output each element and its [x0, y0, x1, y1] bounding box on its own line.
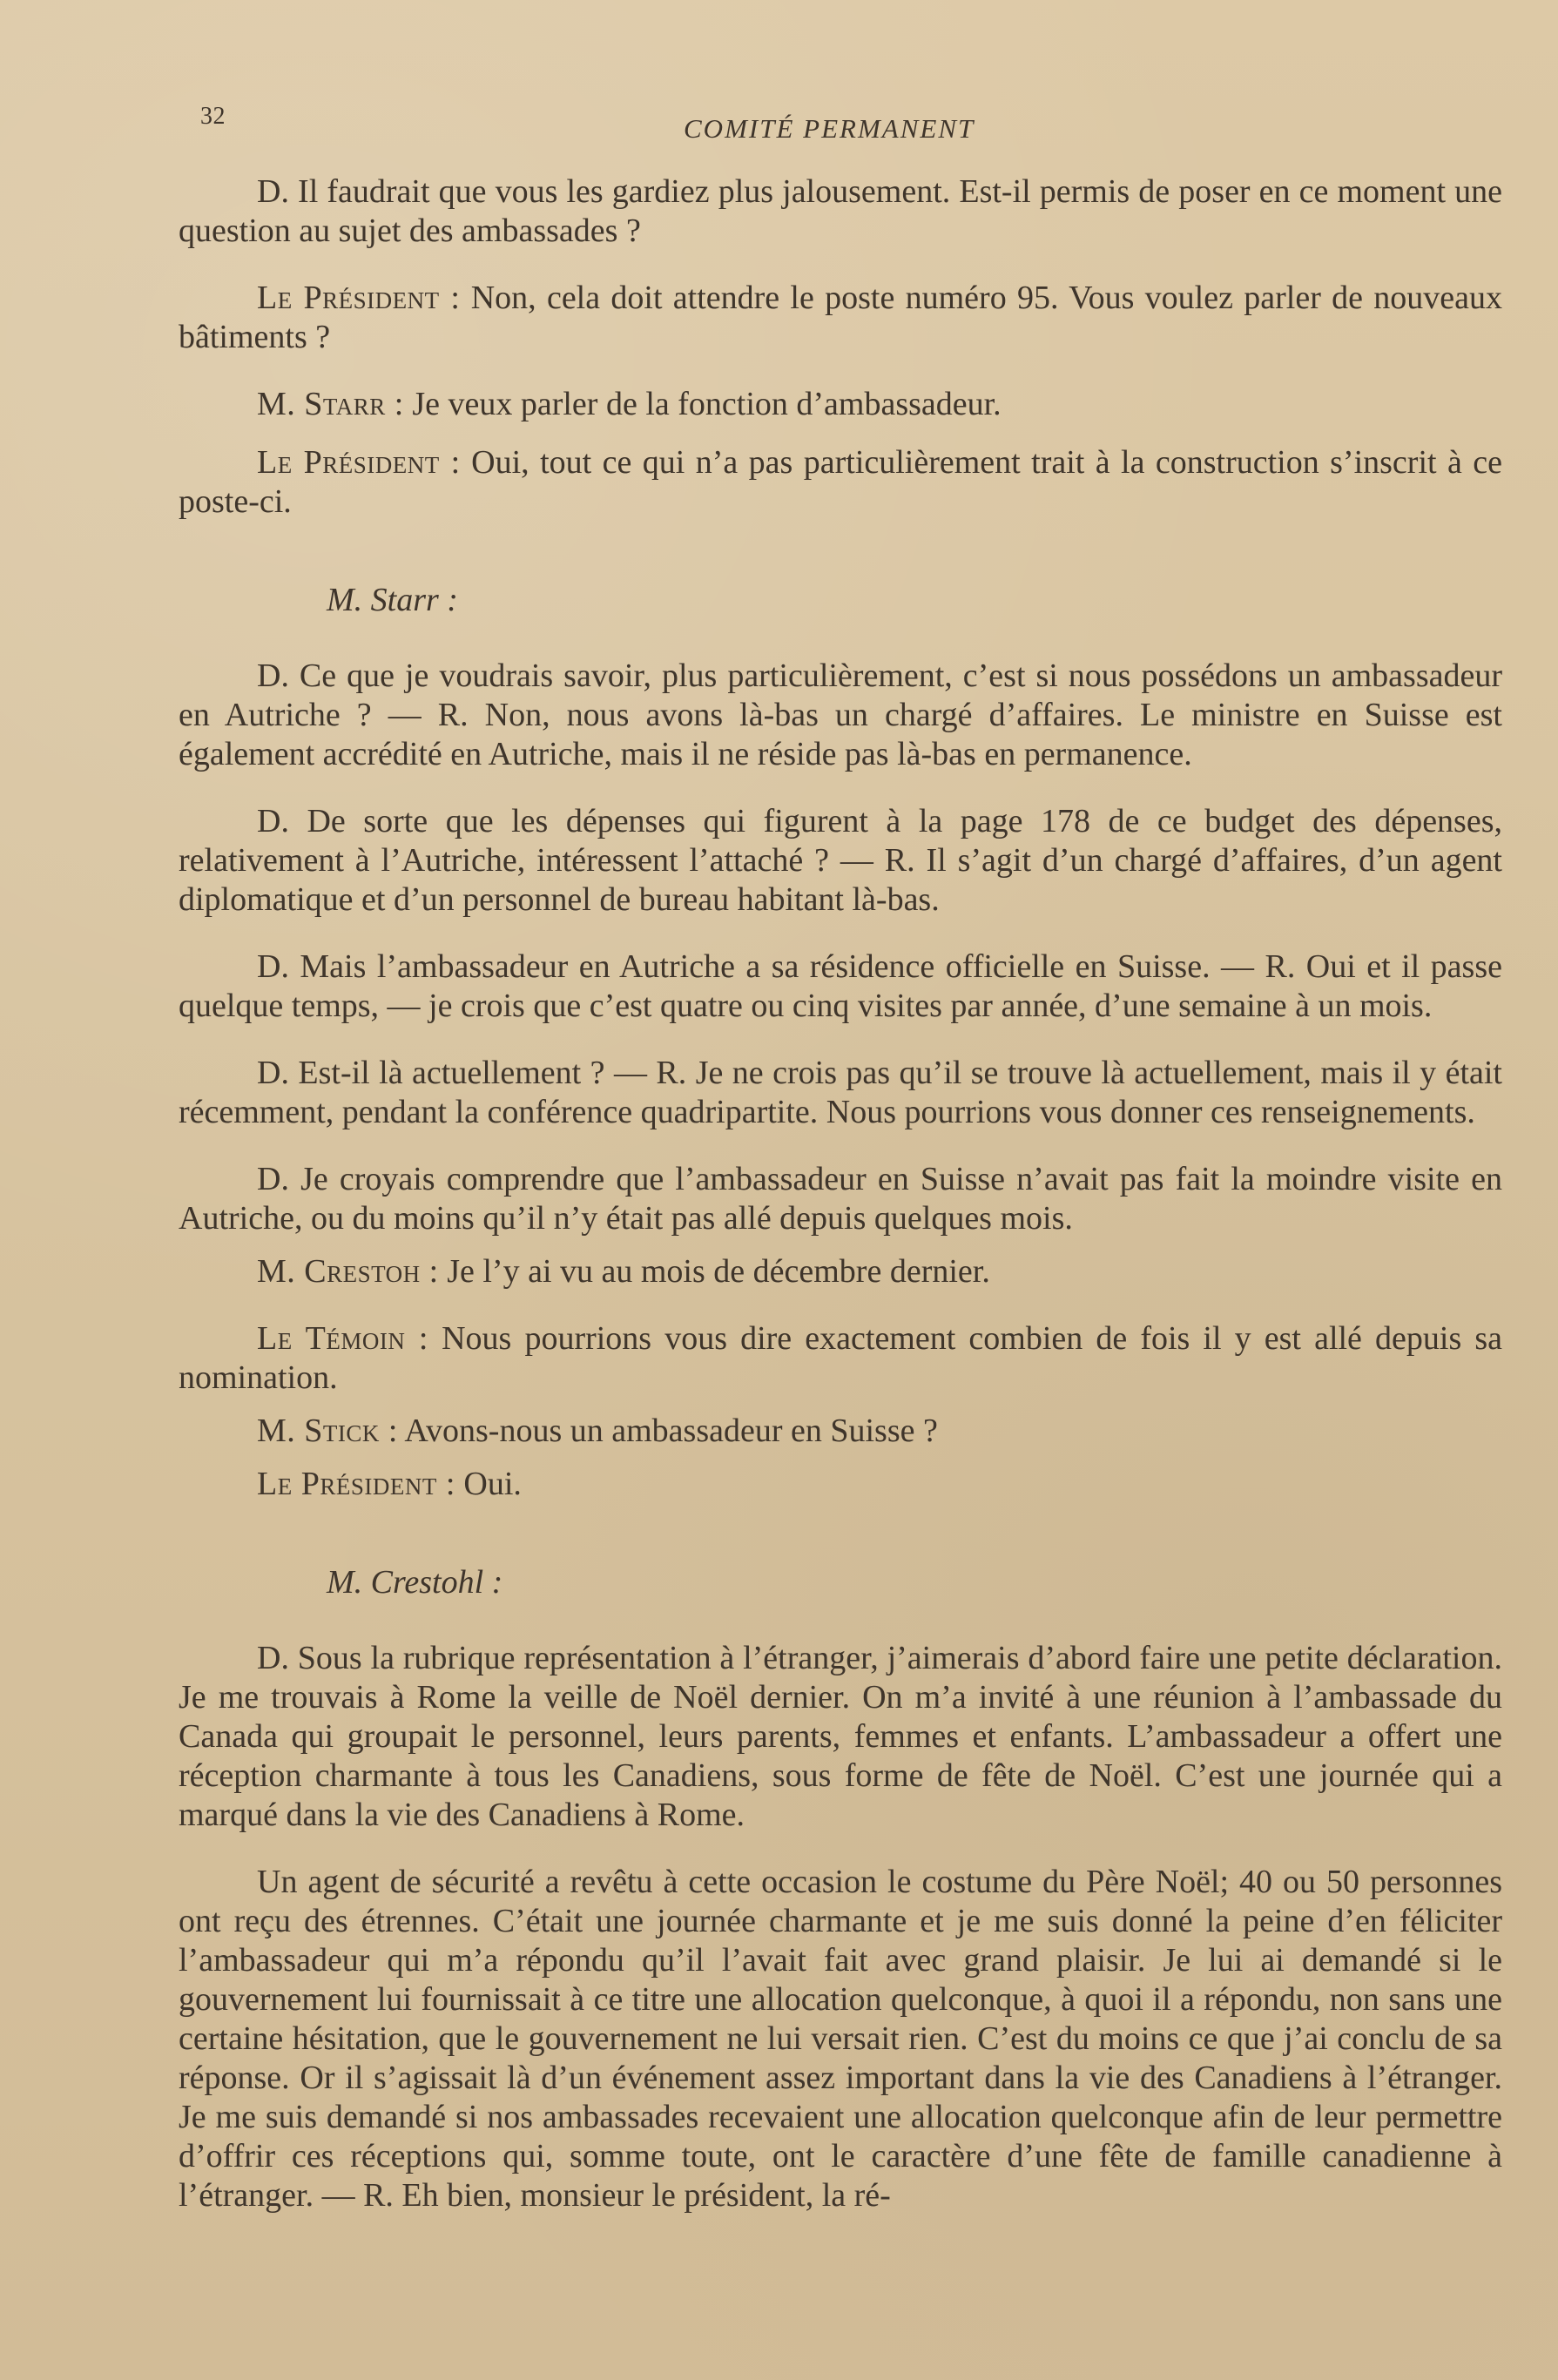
paragraph-13: [257, 1465, 1502, 1504]
spacer-2: [179, 620, 1502, 657]
paragraph-1: D. Il faudrait que vous les gardiez plus jalousement. Est-il permis de poser en ce moment une question au sujet des ambassades ?: [179, 173, 1502, 249]
section-label-crestohl: M. Crestohl :: [327, 1564, 503, 1601]
paragraph-14: D. Sous la rubrique représentation à l’étranger, j’aimerais d’abord faire une petite déclaration. Je me trouvais à Rome la veille de Noël dernier. On m’a invité à une réunion à l’ambassade du Canada qui groupait le personnel, leurs parents, femmes et enfants. L’ambassadeur a offert une réception charmante à tous les Canadiens, sous forme de fête de Noël. C’est une journée qui a marqué dans la vie des Canadiens à Rome.: [179, 1640, 1502, 1833]
paragraph-12: [257, 1412, 1502, 1451]
paragraph-12-text: Avons-nous un ambassadeur en Suisse ?: [397, 1412, 938, 1449]
spacer-1: [179, 522, 1502, 581]
paragraph-5: D. Ce que je voudrais savoir, plus particulièrement, c’est si nous possédons un ambassadeur en Autriche ? — R. Non, nous avons là-bas un chargé d’affaires. Le ministre en Suisse est également accrédité en Autriche, mais il ne réside pas là-bas en permanence.: [179, 657, 1502, 772]
speaker-stick: M. Stick :: [257, 1412, 398, 1449]
speaker-crestoh: M. Crestoh :: [257, 1253, 439, 1290]
paragraph-3-text: Je veux parler de la fonction d’ambassadeur.: [403, 386, 1002, 422]
paragraph-6: D. De sorte que les dépenses qui figurent à la page 178 de ce budget des dépenses, relativement à l’Autriche, intéressent l’attaché ? — R. Il s’agit d’un chargé d’affaires, d’un agent diplomatique et d’un personnel de bureau habitant là-bas.: [179, 803, 1502, 918]
speaker-temoin: Le Témoin :: [257, 1320, 428, 1357]
paragraph-11-text: Nous pourrions vous dire exactement combien de fois il y est allé depuis sa nomination.: [179, 1320, 1502, 1396]
paragraph-8: D. Est-il là actuellement ? — R. Je ne crois pas qu’il se trouve là actuellement, mais il y était récemment, pendant la conférence quadripartite. Nous pourrions vous donner ces renseignements.: [179, 1055, 1502, 1130]
section-label-starr: M. Starr :: [327, 582, 458, 618]
paragraph-4: [179, 443, 1502, 522]
paragraph-2-text: Non, cela doit attendre le poste numéro 95. Vous voulez parler de nouveaux bâtiments ?: [179, 280, 1502, 355]
paragraph-7: D. Mais l’ambassadeur en Autriche a sa résidence officielle en Suisse. — R. Oui et il passe quelque temps, — je crois que c’est quatre ou cinq visites par année, d’une semaine à un mois.: [179, 948, 1502, 1024]
paragraph-4-text: Oui, tout ce qui n’a pas particulièrement trait à la construction s’inscrit à ce poste-ci.: [179, 444, 1503, 520]
speaker-president-3: Le Président :: [257, 1466, 455, 1502]
running-head: COMITÉ PERMANENT: [684, 113, 975, 144]
paragraph-11: [179, 1319, 1502, 1398]
paragraph-10-text: Je l’y ai vu au mois de décembre dernier.: [438, 1253, 990, 1290]
spacer-4: [179, 1602, 1502, 1639]
paragraph-9: D. Je croyais comprendre que l’ambassadeur en Suisse n’avait pas fait la moindre visite en Autriche, ou du moins qu’il n’y était pas allé depuis quelques mois.: [179, 1161, 1502, 1237]
spacer-3: [179, 1504, 1502, 1563]
speaker-president: Le Président :: [257, 280, 461, 316]
speaker-starr: M. Starr :: [257, 386, 404, 422]
page-content: [179, 172, 1502, 2215]
paragraph-13-text: Oui.: [455, 1466, 522, 1502]
paragraph-2: [179, 279, 1502, 357]
speaker-president-2: Le Président :: [257, 444, 461, 481]
paragraph-10: [257, 1252, 1502, 1291]
page-number: 32: [200, 103, 226, 130]
paragraph-3: [179, 385, 1502, 424]
paragraph-15: Un agent de sécurité a revêtu à cette occasion le costume du Père Noël; 40 ou 50 personnes ont reçu des étrennes. C’était une journée charmante et je me suis donné la peine d’en féliciter l’ambassadeur qui m’a répondu qu’il l’avait fait avec grand plaisir. Je lui ai demandé si le gouvernement lui fournissait à ce titre une allocation quelconque, à quoi il a répondu, non sans une certaine hésitation, que le gouvernement ne lui versait rien. C’est du moins ce que j’ai conclu de sa réponse. Or il s’agissait là d’un événement assez important dans la vie des Canadiens à l’étranger. Je me suis demandé si nos ambassades recevaient une allocation quelconque afin de leur permettre d’offrir ces réceptions qui, somme toute, ont le caractère d’une fête de famille canadienne à l’étranger. — R. Eh bien, monsieur le président, la ré-: [179, 1864, 1502, 2214]
